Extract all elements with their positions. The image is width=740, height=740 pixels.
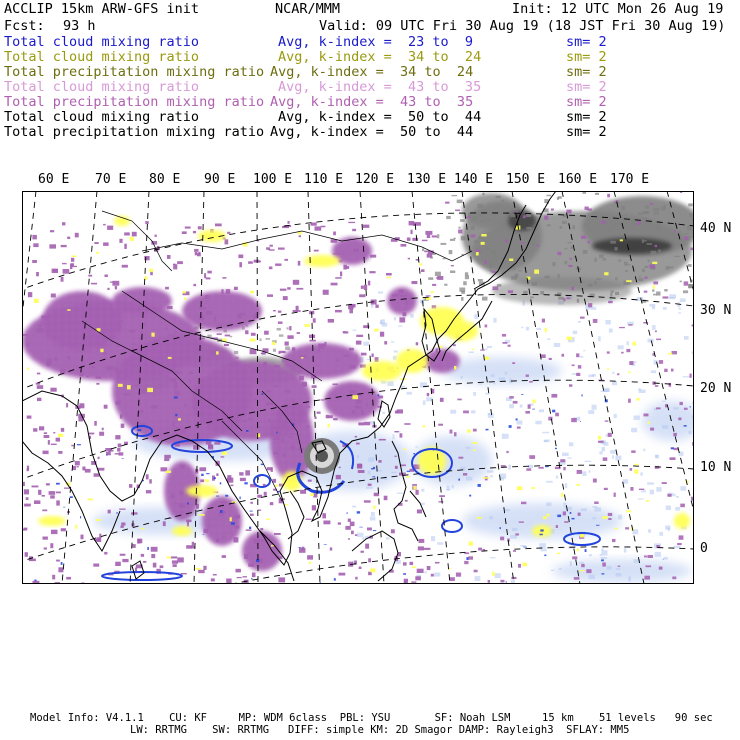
- lon-label: 120 E: [355, 172, 395, 187]
- lon-label: 110 E: [304, 172, 344, 187]
- valid-time: Valid: 09 UTC Fri 30 Aug 19 (18 JST Fri 30 Aug 19): [319, 18, 726, 34]
- field-name: Total precipitation mixing ratio: [4, 94, 265, 110]
- lon-label: 70 E: [95, 172, 127, 187]
- lon-label: 150 E: [506, 172, 546, 187]
- lat-label: 40 N: [700, 221, 732, 236]
- lon-label: 160 E: [558, 172, 598, 187]
- lon-label: 80 E: [149, 172, 181, 187]
- field-name: Total cloud mixing ratio: [4, 109, 200, 125]
- field-smoothing: sm= 2: [566, 64, 607, 80]
- lon-label: 170 E: [610, 172, 650, 187]
- field-k-index: Avg, k-index = 43 to 35: [278, 79, 482, 95]
- field-name: Total precipitation mixing ratio: [4, 64, 265, 80]
- field-k-index: Avg, k-index = 34 to 24: [278, 49, 482, 65]
- field-name: Total cloud mixing ratio: [4, 49, 200, 65]
- lon-label: 140 E: [454, 172, 494, 187]
- field-k-index: Avg, k-index = 23 to 9: [278, 34, 474, 50]
- init-time: Init: 12 UTC Mon 26 Aug 19: [512, 1, 724, 17]
- field-name: Total precipitation mixing ratio: [4, 124, 265, 140]
- field-name: Total cloud mixing ratio: [4, 34, 200, 50]
- map-canvas: [22, 191, 694, 584]
- lat-label: 30 N: [700, 303, 732, 318]
- lat-label: 0: [700, 541, 708, 556]
- field-smoothing: sm= 2: [566, 109, 607, 125]
- field-k-index: Avg, k-index = 50 to 44: [278, 109, 482, 125]
- lon-label: 100 E: [253, 172, 293, 187]
- field-smoothing: sm= 2: [566, 49, 607, 65]
- fcst-label: Fcst:: [4, 18, 45, 34]
- model-title: ACCLIP 15km ARW-GFS init: [4, 1, 200, 17]
- field-k-index: Avg, k-index = 50 to 44: [270, 124, 474, 140]
- field-k-index: Avg, k-index = 43 to 35: [270, 94, 474, 110]
- lon-label: 130 E: [407, 172, 447, 187]
- field-smoothing: sm= 2: [566, 79, 607, 95]
- lat-label: 20 N: [700, 381, 732, 396]
- field-smoothing: sm= 2: [566, 94, 607, 110]
- lat-label: 10 N: [700, 460, 732, 475]
- footer-model-info: Model Info: V4.1.1 CU: KF MP: WDM 6class PBL: YSU SF: Noah LSM 15 km 51 levels 90 sec: [30, 712, 713, 724]
- field-name: Total cloud mixing ratio: [4, 79, 200, 95]
- fcst-value: 93 h: [63, 18, 96, 34]
- field-k-index: Avg, k-index = 34 to 24: [270, 64, 474, 80]
- org-label: NCAR/MMM: [275, 1, 341, 17]
- field-smoothing: sm= 2: [566, 34, 607, 50]
- lon-label: 60 E: [38, 172, 70, 187]
- field-smoothing: sm= 2: [566, 124, 607, 140]
- map-panel: [22, 191, 694, 584]
- footer-physics-info: LW: RRTMG SW: RRTMG DIFF: simple KM: 2D Smagor DAMP: Rayleigh3 SFLAY: MM5: [130, 724, 630, 736]
- lon-label: 90 E: [204, 172, 236, 187]
